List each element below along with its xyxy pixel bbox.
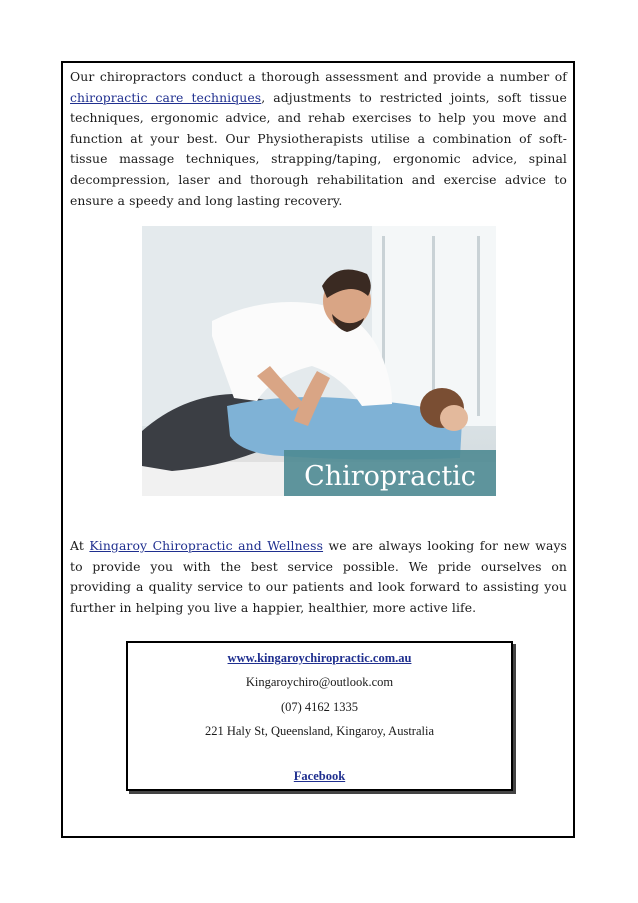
closing-paragraph — [70, 536, 567, 618]
hero-overlay-text: Chiropractic — [304, 461, 476, 492]
contact-facebook — [128, 769, 511, 784]
hero-image — [142, 226, 496, 496]
website-link[interactable]: www.kingaroychiropractic.com.au — [227, 651, 412, 665]
facebook-link[interactable]: Facebook — [293, 769, 346, 783]
contact-email: Kingaroychiro@outlook.com — [245, 675, 394, 689]
intro-text-start: Our chiropractors conduct a thorough assessment and provide a number of — [70, 69, 567, 84]
intro-text-end: , adjustments to restricted joints, soft tissue techniques, ergonomic advice, and rehab exercises to help you move and function at your best. Our Physiotherapists utilise a combination of soft-tissue massage techniques, strapping/taping, ergonomic advice, spinal decompression, laser and thorough rehabilitation and exercise advice to ensure a speedy and long lasting recovery. — [70, 89, 567, 208]
chiropractor-photo — [142, 226, 496, 496]
contact-website — [128, 651, 511, 666]
contact-box — [126, 641, 513, 791]
intro-paragraph — [70, 67, 567, 211]
closing-text-start: At — [70, 538, 90, 553]
contact-address: 221 Haly St, Queensland, Kingaroy, Australia — [204, 724, 434, 738]
chiropractic-care-techniques-link[interactable]: chiropractic care techniques — [70, 89, 262, 105]
contact-phone: (07) 4162 1335 — [280, 700, 359, 714]
closing-text-end: we are always looking for new ways to provide you with the best service possible. We pride ourselves on providing a quality service to our patients and look forward to assisting you further in helping you live a happier, healthier, more active life. — [70, 538, 568, 615]
kingaroy-chiropractic-link[interactable]: Kingaroy Chiropractic and Wellness — [89, 538, 324, 553]
